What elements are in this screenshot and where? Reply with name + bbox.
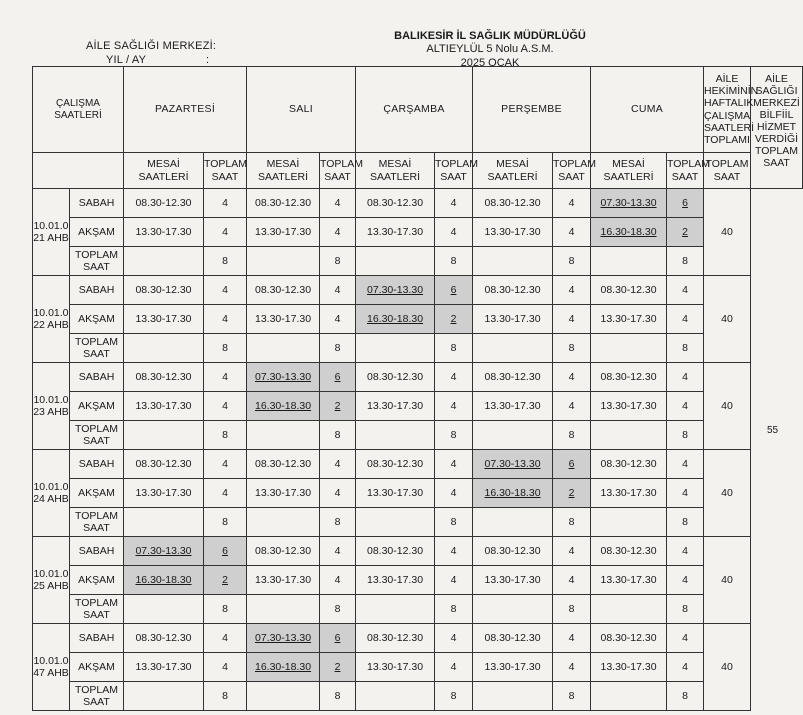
empty-cell bbox=[247, 508, 320, 537]
hours-cell: 08.30-12.30 bbox=[591, 624, 667, 653]
hours-total-cell: 4 bbox=[553, 218, 591, 247]
hours-cell: 08.30-12.30 bbox=[124, 624, 204, 653]
ahb-id: 10.01.0 25 AHB bbox=[33, 537, 70, 624]
schedule-row bbox=[33, 392, 803, 421]
day-total: 8 bbox=[204, 334, 247, 363]
hours-cell: 07.30-13.30 bbox=[591, 189, 667, 218]
hours-total-cell: 6 bbox=[320, 624, 356, 653]
schedule-row bbox=[33, 450, 803, 479]
sub-header-hours: MESAİ SAATLERİ bbox=[247, 153, 320, 189]
ahb-id: 10.01.0 23 AHB bbox=[33, 363, 70, 450]
day-total: 8 bbox=[435, 682, 473, 711]
empty-cell bbox=[473, 334, 553, 363]
hours-total-cell: 4 bbox=[204, 392, 247, 421]
hours-total-cell: 4 bbox=[204, 218, 247, 247]
day-total: 8 bbox=[667, 595, 704, 624]
weekly-hours-header: AİLE HEKİMİNİN HAFTALIK ÇALIŞMA SAATLERİ TOPLAMI bbox=[704, 67, 751, 153]
ahb-id: 10.01.0 21 AHB bbox=[33, 189, 70, 276]
empty-cell bbox=[473, 247, 553, 276]
day-total: 8 bbox=[320, 334, 356, 363]
empty-cell bbox=[356, 334, 435, 363]
day-total: 8 bbox=[204, 595, 247, 624]
empty-cell bbox=[356, 682, 435, 711]
hours-total-cell: 4 bbox=[553, 276, 591, 305]
hours-cell: 07.30-13.30 bbox=[247, 363, 320, 392]
schedule-row bbox=[33, 653, 803, 682]
empty-cell bbox=[124, 682, 204, 711]
empty-cell bbox=[473, 682, 553, 711]
day-header: SALI bbox=[247, 67, 356, 153]
hours-total-cell: 4 bbox=[553, 624, 591, 653]
row-label: SABAH bbox=[70, 537, 124, 566]
empty-cell bbox=[473, 421, 553, 450]
hours-cell: 08.30-12.30 bbox=[247, 189, 320, 218]
row-label: AKŞAM bbox=[70, 479, 124, 508]
hours-cell: 13.30-17.30 bbox=[591, 479, 667, 508]
row-label: SABAH bbox=[70, 624, 124, 653]
sub-header-hours: MESAİ SAATLERİ bbox=[356, 153, 435, 189]
day-total: 8 bbox=[320, 247, 356, 276]
day-total: 8 bbox=[320, 595, 356, 624]
hours-cell: 07.30-13.30 bbox=[473, 450, 553, 479]
weekly-total: 40 bbox=[704, 537, 751, 624]
asm-name: ALTIEYLÜL 5 Nolu A.S.M. bbox=[426, 43, 554, 55]
hours-total-cell: 6 bbox=[320, 363, 356, 392]
schedule-row bbox=[33, 537, 803, 566]
hours-cell: 13.30-17.30 bbox=[473, 218, 553, 247]
hours-total-cell: 4 bbox=[553, 189, 591, 218]
day-total: 8 bbox=[320, 682, 356, 711]
schedule-row bbox=[33, 276, 803, 305]
empty-cell bbox=[247, 334, 320, 363]
empty-cell bbox=[124, 334, 204, 363]
day-total: 8 bbox=[204, 508, 247, 537]
hours-total-cell: 4 bbox=[667, 392, 704, 421]
hours-total-cell: 4 bbox=[204, 450, 247, 479]
day-total: 8 bbox=[667, 508, 704, 537]
day-total: 8 bbox=[553, 682, 591, 711]
sub-header-total: TOPLAM SAAT bbox=[435, 153, 473, 189]
hours-total-cell: 4 bbox=[435, 566, 473, 595]
row-label: TOPLAM SAAT bbox=[70, 682, 124, 711]
hours-total-cell: 4 bbox=[667, 276, 704, 305]
empty-cell bbox=[591, 508, 667, 537]
weekly-total: 40 bbox=[704, 450, 751, 537]
day-total: 8 bbox=[435, 421, 473, 450]
day-total: 8 bbox=[553, 421, 591, 450]
empty-cell bbox=[247, 595, 320, 624]
day-total: 8 bbox=[204, 247, 247, 276]
row-label: TOPLAM SAAT bbox=[70, 595, 124, 624]
empty-cell bbox=[591, 595, 667, 624]
schedule-row bbox=[33, 682, 803, 711]
row-label: AKŞAM bbox=[70, 566, 124, 595]
hours-total-cell: 4 bbox=[553, 653, 591, 682]
period-label: 2025 OCAK bbox=[460, 57, 520, 69]
weekly-total: 40 bbox=[704, 189, 751, 276]
sub-header-total: TOPLAM SAAT bbox=[667, 153, 704, 189]
hours-total-cell: 4 bbox=[204, 624, 247, 653]
hours-total-cell: 6 bbox=[553, 450, 591, 479]
empty-cell bbox=[591, 247, 667, 276]
day-total: 8 bbox=[667, 682, 704, 711]
day-total: 8 bbox=[667, 334, 704, 363]
schedule-row bbox=[33, 595, 803, 624]
hours-total-cell: 4 bbox=[435, 218, 473, 247]
hours-cell: 08.30-12.30 bbox=[473, 624, 553, 653]
hours-cell: 08.30-12.30 bbox=[591, 276, 667, 305]
day-total: 8 bbox=[553, 334, 591, 363]
hours-cell: 08.30-12.30 bbox=[356, 189, 435, 218]
hours-total-cell: 6 bbox=[667, 189, 704, 218]
schedule-row bbox=[33, 247, 803, 276]
hours-total-cell: 4 bbox=[320, 566, 356, 595]
hours-total-cell: 2 bbox=[553, 479, 591, 508]
empty-cell bbox=[124, 508, 204, 537]
hours-cell: 08.30-12.30 bbox=[356, 363, 435, 392]
hours-cell: 08.30-12.30 bbox=[591, 537, 667, 566]
schedule-row bbox=[33, 624, 803, 653]
day-total: 8 bbox=[435, 595, 473, 624]
sub-header-hours: MESAİ SAATLERİ bbox=[124, 153, 204, 189]
hours-total-cell: 4 bbox=[667, 537, 704, 566]
hours-total-cell: 4 bbox=[320, 450, 356, 479]
hours-cell: 13.30-17.30 bbox=[124, 479, 204, 508]
day-total: 8 bbox=[320, 508, 356, 537]
asm-total-cell bbox=[751, 189, 803, 711]
row-label: AKŞAM bbox=[70, 653, 124, 682]
hours-cell: 08.30-12.30 bbox=[247, 450, 320, 479]
row-label: TOPLAM SAAT bbox=[70, 508, 124, 537]
hours-cell: 13.30-17.30 bbox=[356, 392, 435, 421]
sub-header-total: TOPLAM SAAT bbox=[204, 153, 247, 189]
day-total: 8 bbox=[204, 421, 247, 450]
hours-total-cell: 4 bbox=[553, 363, 591, 392]
empty-cell bbox=[356, 508, 435, 537]
institution-title: BALIKESİR İL SAĞLIK MÜDÜRLÜĞÜ bbox=[394, 30, 586, 42]
empty-cell bbox=[473, 508, 553, 537]
empty-cell bbox=[591, 421, 667, 450]
hours-total-cell: 4 bbox=[667, 624, 704, 653]
row-label: AKŞAM bbox=[70, 218, 124, 247]
hours-cell: 08.30-12.30 bbox=[124, 363, 204, 392]
ahb-id: 10.01.0 47 AHB bbox=[33, 624, 70, 711]
weekly-total: 40 bbox=[704, 276, 751, 363]
hours-cell: 08.30-12.30 bbox=[356, 450, 435, 479]
hours-cell: 13.30-17.30 bbox=[591, 653, 667, 682]
asm-hours-header: AİLE SAĞLIĞI MERKEZİ BİLFİİL HİZMET VERDİĞİ TOPLAM SAAT bbox=[751, 67, 803, 189]
hours-cell: 08.30-12.30 bbox=[356, 624, 435, 653]
day-header: PERŞEMBE bbox=[473, 67, 591, 153]
sub-header-total: TOPLAM SAAT bbox=[553, 153, 591, 189]
row-label: SABAH bbox=[70, 276, 124, 305]
day-header: PAZARTESİ bbox=[124, 67, 247, 153]
hours-total-cell: 4 bbox=[435, 537, 473, 566]
empty-cell bbox=[124, 595, 204, 624]
day-total: 8 bbox=[667, 247, 704, 276]
hours-cell: 13.30-17.30 bbox=[356, 218, 435, 247]
hours-cell: 13.30-17.30 bbox=[124, 218, 204, 247]
hours-cell: 08.30-12.30 bbox=[124, 450, 204, 479]
hours-cell: 08.30-12.30 bbox=[356, 537, 435, 566]
corner-label: ÇALIŞMA SAATLERİ bbox=[33, 67, 124, 153]
hours-total-cell: 4 bbox=[435, 479, 473, 508]
hours-cell: 08.30-12.30 bbox=[247, 537, 320, 566]
hours-total-cell: 4 bbox=[553, 305, 591, 334]
schedule-row bbox=[33, 218, 803, 247]
hours-total-cell: 6 bbox=[204, 537, 247, 566]
hours-cell: 13.30-17.30 bbox=[247, 566, 320, 595]
empty-cell bbox=[473, 595, 553, 624]
hours-total-cell: 4 bbox=[204, 653, 247, 682]
day-total: 8 bbox=[553, 247, 591, 276]
hours-cell: 16.30-18.30 bbox=[473, 479, 553, 508]
hours-cell: 07.30-13.30 bbox=[124, 537, 204, 566]
empty-cell bbox=[247, 247, 320, 276]
asm-label: AİLE SAĞLIĞI MERKEZİ: bbox=[86, 40, 217, 52]
empty-cell bbox=[247, 421, 320, 450]
year-month-colon: : bbox=[206, 54, 210, 66]
row-label: SABAH bbox=[70, 189, 124, 218]
day-total: 8 bbox=[320, 421, 356, 450]
hours-total-cell: 4 bbox=[667, 363, 704, 392]
ahb-id: 10.01.0 24 AHB bbox=[33, 450, 70, 537]
empty-cell bbox=[356, 247, 435, 276]
hours-cell: 13.30-17.30 bbox=[473, 653, 553, 682]
hours-total-cell: 2 bbox=[320, 392, 356, 421]
schedule-row bbox=[33, 566, 803, 595]
day-total: 8 bbox=[667, 421, 704, 450]
hours-total-cell: 4 bbox=[320, 537, 356, 566]
weekly-total: 40 bbox=[704, 363, 751, 450]
asm-grand-total: 55 bbox=[767, 425, 779, 436]
schedule-row bbox=[33, 363, 803, 392]
sub-header-total: TOPLAM SAAT bbox=[320, 153, 356, 189]
hours-cell: 16.30-18.30 bbox=[247, 653, 320, 682]
row-label: TOPLAM SAAT bbox=[70, 421, 124, 450]
hours-total-cell: 4 bbox=[435, 392, 473, 421]
hours-total-cell: 4 bbox=[553, 537, 591, 566]
row-label: AKŞAM bbox=[70, 392, 124, 421]
day-header: CUMA bbox=[591, 67, 704, 153]
hours-total-cell: 4 bbox=[320, 189, 356, 218]
hours-total-cell: 4 bbox=[320, 479, 356, 508]
hours-cell: 08.30-12.30 bbox=[473, 363, 553, 392]
hours-cell: 13.30-17.30 bbox=[124, 653, 204, 682]
hours-total-cell: 4 bbox=[204, 479, 247, 508]
hours-total-cell: 4 bbox=[667, 450, 704, 479]
hours-total-cell: 4 bbox=[320, 276, 356, 305]
sub-header-hours: MESAİ SAATLERİ bbox=[473, 153, 553, 189]
hours-total-cell: 4 bbox=[667, 479, 704, 508]
empty-cell bbox=[591, 334, 667, 363]
schedule-row bbox=[33, 305, 803, 334]
hours-cell: 08.30-12.30 bbox=[124, 276, 204, 305]
schedule-row bbox=[33, 421, 803, 450]
hours-total-cell: 2 bbox=[204, 566, 247, 595]
hours-cell: 13.30-17.30 bbox=[124, 392, 204, 421]
hours-total-cell: 4 bbox=[667, 566, 704, 595]
schedule-row bbox=[33, 334, 803, 363]
empty-cell bbox=[124, 421, 204, 450]
ahb-id: 10.01.0 22 AHB bbox=[33, 276, 70, 363]
hours-cell: 13.30-17.30 bbox=[473, 566, 553, 595]
hours-cell: 16.30-18.30 bbox=[591, 218, 667, 247]
hours-total-cell: 2 bbox=[667, 218, 704, 247]
hours-total-cell: 4 bbox=[435, 363, 473, 392]
hours-total-cell: 4 bbox=[435, 450, 473, 479]
hours-cell: 13.30-17.30 bbox=[247, 479, 320, 508]
hours-cell: 08.30-12.30 bbox=[591, 363, 667, 392]
day-total: 8 bbox=[553, 595, 591, 624]
day-total: 8 bbox=[435, 508, 473, 537]
hours-total-cell: 4 bbox=[435, 189, 473, 218]
hours-total-cell: 2 bbox=[320, 653, 356, 682]
weekly-total: 40 bbox=[704, 624, 751, 711]
day-total: 8 bbox=[553, 508, 591, 537]
hours-cell: 08.30-12.30 bbox=[591, 450, 667, 479]
empty-cell bbox=[356, 421, 435, 450]
hours-cell: 13.30-17.30 bbox=[591, 566, 667, 595]
hours-cell: 08.30-12.30 bbox=[247, 276, 320, 305]
schedule-row bbox=[33, 189, 803, 218]
year-month-label: YIL / AY bbox=[106, 54, 147, 66]
hours-cell: 13.30-17.30 bbox=[356, 653, 435, 682]
hours-total-cell: 4 bbox=[204, 363, 247, 392]
row-label: TOPLAM SAAT bbox=[70, 334, 124, 363]
hours-total-cell: 4 bbox=[204, 189, 247, 218]
hours-cell: 13.30-17.30 bbox=[247, 305, 320, 334]
empty-cell bbox=[247, 682, 320, 711]
row-label: SABAH bbox=[70, 450, 124, 479]
hours-total-cell: 4 bbox=[320, 218, 356, 247]
schedule-row bbox=[33, 508, 803, 537]
hours-cell: 08.30-12.30 bbox=[473, 189, 553, 218]
empty-cell bbox=[33, 153, 124, 189]
hours-cell: 13.30-17.30 bbox=[356, 566, 435, 595]
hours-cell: 13.30-17.30 bbox=[591, 392, 667, 421]
hours-cell: 07.30-13.30 bbox=[356, 276, 435, 305]
row-label: AKŞAM bbox=[70, 305, 124, 334]
hours-cell: 16.30-18.30 bbox=[124, 566, 204, 595]
day-total: 8 bbox=[435, 247, 473, 276]
hours-cell: 13.30-17.30 bbox=[124, 305, 204, 334]
hours-cell: 08.30-12.30 bbox=[124, 189, 204, 218]
hours-cell: 16.30-18.30 bbox=[247, 392, 320, 421]
hours-total-cell: 4 bbox=[553, 392, 591, 421]
hours-total-cell: 4 bbox=[204, 276, 247, 305]
hours-cell: 07.30-13.30 bbox=[247, 624, 320, 653]
hours-total-cell: 4 bbox=[667, 653, 704, 682]
hours-total-cell: 2 bbox=[435, 305, 473, 334]
hours-cell: 13.30-17.30 bbox=[473, 305, 553, 334]
hours-cell: 13.30-17.30 bbox=[473, 392, 553, 421]
hours-total-cell: 4 bbox=[204, 305, 247, 334]
day-header: ÇARŞAMBA bbox=[356, 67, 473, 153]
empty-cell bbox=[591, 682, 667, 711]
hours-total-cell: 4 bbox=[320, 305, 356, 334]
day-total: 8 bbox=[204, 682, 247, 711]
empty-cell bbox=[356, 595, 435, 624]
row-label: SABAH bbox=[70, 363, 124, 392]
hours-cell: 08.30-12.30 bbox=[473, 276, 553, 305]
hours-total-cell: 6 bbox=[435, 276, 473, 305]
hours-total-cell: 4 bbox=[435, 653, 473, 682]
hours-cell: 13.30-17.30 bbox=[591, 305, 667, 334]
day-total: 8 bbox=[435, 334, 473, 363]
schedule-body bbox=[33, 189, 803, 711]
hours-cell: 13.30-17.30 bbox=[247, 218, 320, 247]
hours-cell: 08.30-12.30 bbox=[473, 537, 553, 566]
hours-cell: 16.30-18.30 bbox=[356, 305, 435, 334]
hours-total-cell: 4 bbox=[553, 566, 591, 595]
row-label: TOPLAM SAAT bbox=[70, 247, 124, 276]
sub-header-hours: MESAİ SAATLERİ bbox=[591, 153, 667, 189]
weekly-total-subheader: TOPLAM SAAT bbox=[704, 153, 751, 189]
hours-cell: 13.30-17.30 bbox=[356, 479, 435, 508]
hours-total-cell: 4 bbox=[667, 305, 704, 334]
work-schedule-table bbox=[32, 66, 803, 711]
empty-cell bbox=[124, 247, 204, 276]
schedule-row bbox=[33, 479, 803, 508]
hours-total-cell: 4 bbox=[435, 624, 473, 653]
